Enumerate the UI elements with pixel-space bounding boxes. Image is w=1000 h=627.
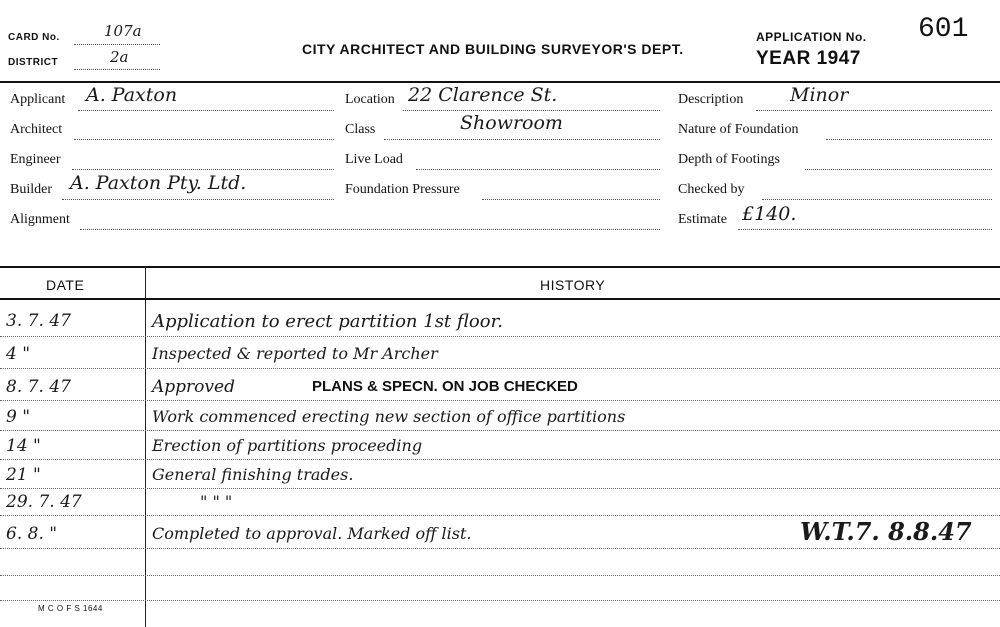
history-date: 21 " bbox=[6, 465, 41, 485]
signoff-initials: W.T.7. 8.8.47 bbox=[800, 517, 972, 546]
estimate-value: £140. bbox=[742, 203, 797, 225]
history-entry: Completed to approval. Marked off list. bbox=[152, 524, 472, 543]
history-row-line bbox=[0, 515, 1000, 516]
card-no-value: 107a bbox=[104, 22, 142, 40]
builder-label: Builder bbox=[10, 182, 52, 197]
builder-line bbox=[62, 199, 334, 200]
foundation-pressure-line bbox=[482, 199, 660, 200]
history-date: 9 " bbox=[6, 407, 31, 427]
history-row-line bbox=[0, 400, 1000, 401]
estimate-line bbox=[738, 229, 992, 230]
history-row-line bbox=[0, 430, 1000, 431]
description-label: Description bbox=[678, 92, 744, 107]
checked-by-label: Checked by bbox=[678, 182, 745, 197]
history-date: 29. 7. 47 bbox=[6, 492, 82, 512]
date-header: DATE bbox=[46, 277, 85, 293]
header-rule bbox=[0, 81, 1000, 83]
history-row-line bbox=[0, 600, 1000, 601]
location-label: Location bbox=[345, 92, 395, 107]
history-date: 4 " bbox=[6, 344, 31, 364]
history-row-line bbox=[0, 575, 1000, 576]
year-label: YEAR 1947 bbox=[756, 48, 861, 69]
live-load-label: Live Load bbox=[345, 152, 403, 167]
history-date: 6. 8. " bbox=[6, 524, 58, 544]
history-row-line bbox=[0, 368, 1000, 369]
description-value: Minor bbox=[790, 84, 849, 106]
history-entry: Erection of partitions proceeding bbox=[152, 436, 423, 455]
history-date: 8. 7. 47 bbox=[6, 377, 71, 397]
history-entry: Inspected & reported to Mr Archer bbox=[152, 344, 438, 363]
history-row-line bbox=[0, 548, 1000, 549]
live-load-line bbox=[416, 169, 660, 170]
checked-by-line bbox=[762, 199, 992, 200]
alignment-line bbox=[80, 229, 660, 230]
form-code: M C O F S 1644 bbox=[38, 604, 103, 613]
location-value: 22 Clarence St. bbox=[408, 84, 558, 106]
applicant-line bbox=[78, 110, 334, 111]
history-entry: " " " bbox=[200, 492, 233, 511]
nature-of-foundation-label: Nature of Foundation bbox=[678, 122, 799, 137]
engineer-label: Engineer bbox=[10, 152, 61, 167]
class-line bbox=[384, 139, 660, 140]
history-entry: General finishing trades. bbox=[152, 465, 354, 484]
architect-line bbox=[74, 139, 334, 140]
class-label: Class bbox=[345, 122, 376, 137]
depth-of-footings-line bbox=[805, 169, 992, 170]
district-underline bbox=[74, 69, 160, 70]
alignment-label: Alignment bbox=[10, 212, 70, 227]
history-entry: Approved bbox=[152, 377, 235, 397]
dept-title: CITY ARCHITECT AND BUILDING SURVEYOR'S DEPT. bbox=[302, 41, 684, 57]
location-line bbox=[403, 110, 660, 111]
history-row-line bbox=[0, 336, 1000, 337]
history-entry: Application to erect partition 1st floor. bbox=[152, 311, 503, 332]
depth-of-footings-label: Depth of Footings bbox=[678, 152, 780, 167]
architect-label: Architect bbox=[10, 122, 63, 137]
history-date: 3. 7. 47 bbox=[6, 311, 71, 331]
history-header: HISTORY bbox=[540, 277, 606, 293]
history-entry: Work commenced erecting new section of office partitions bbox=[152, 407, 626, 426]
nature-of-foundation-line bbox=[826, 139, 992, 140]
history-date: 14 " bbox=[6, 436, 41, 456]
foundation-pressure-label: Foundation Pressure bbox=[345, 182, 460, 197]
applicant-label: Applicant bbox=[10, 92, 66, 107]
approval-stamp: PLANS & SPECN. ON JOB CHECKED bbox=[312, 378, 578, 395]
estimate-label: Estimate bbox=[678, 212, 727, 227]
class-value: Showroom bbox=[460, 112, 563, 134]
builder-value: A. Paxton Pty. Ltd. bbox=[70, 172, 247, 194]
application-no-label: APPLICATION No. bbox=[756, 30, 867, 44]
table-header-rule bbox=[0, 298, 1000, 300]
description-line bbox=[756, 110, 992, 111]
table-top-rule bbox=[0, 266, 1000, 268]
card-no-label: CARD No. bbox=[8, 32, 60, 43]
application-no-value: 601 bbox=[918, 14, 969, 45]
engineer-line bbox=[72, 169, 334, 170]
history-row-line bbox=[0, 488, 1000, 489]
applicant-value: A. Paxton bbox=[86, 84, 178, 106]
district-label: DISTRICT bbox=[8, 57, 59, 68]
table-column-divider bbox=[145, 266, 146, 627]
card-no-underline bbox=[74, 44, 160, 45]
history-row-line bbox=[0, 459, 1000, 460]
district-value: 2a bbox=[110, 48, 129, 66]
